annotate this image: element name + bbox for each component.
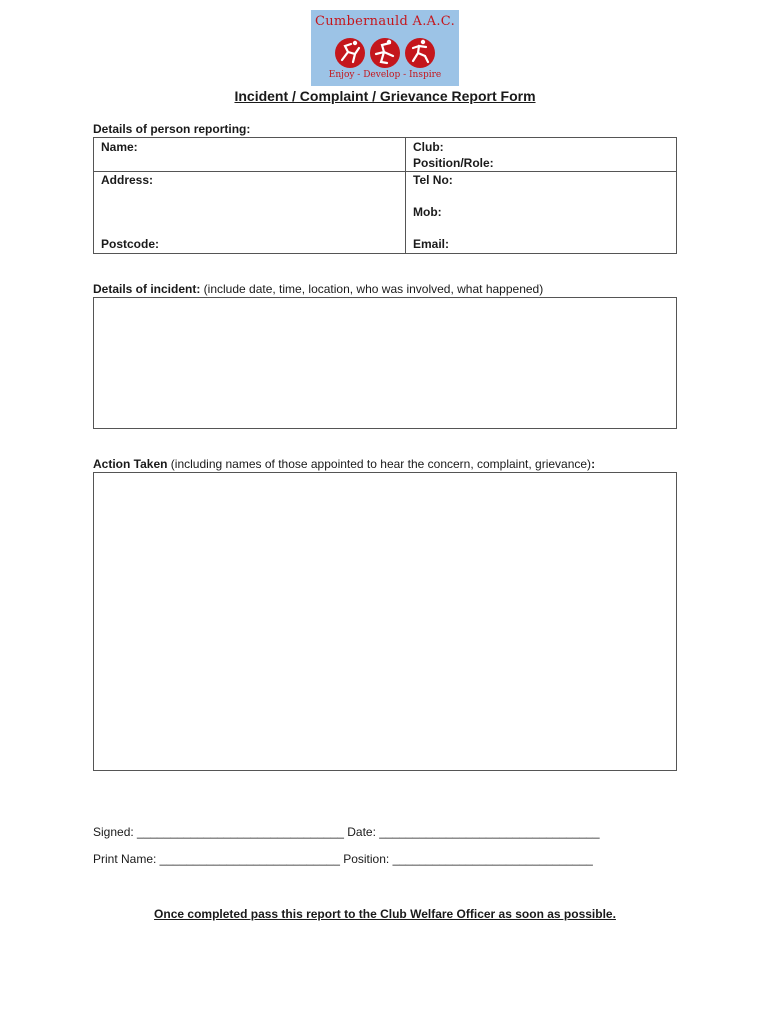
incident-details-box[interactable] xyxy=(93,297,677,429)
person-section-heading: Details of person reporting: xyxy=(93,122,251,136)
name-field-label: Name: xyxy=(101,140,138,154)
runner-icon xyxy=(335,38,365,68)
action-heading-text: Action Taken xyxy=(93,457,168,471)
action-hint-text: (including names of those appointed to hear the concern, complaint, grievance) xyxy=(167,457,592,471)
logo-title: Cumbernauld A.A.C. xyxy=(314,14,456,29)
logo-tagline: Enjoy - Develop - Inspire xyxy=(328,70,442,80)
action-taken-box[interactable] xyxy=(93,472,677,771)
position-field-label: Position/Role: xyxy=(413,156,494,170)
mob-field-label: Mob: xyxy=(413,205,442,219)
address-field-label: Address: xyxy=(101,173,154,187)
table-divider-horizontal xyxy=(94,171,676,172)
table-divider-vertical xyxy=(405,138,406,253)
email-field-label: Email: xyxy=(413,237,450,251)
club-field-label: Club: xyxy=(413,140,444,154)
postcode-field-label: Postcode: xyxy=(101,237,160,251)
incident-hint-text: (include date, time, location, who was involved, what happened) xyxy=(200,282,544,296)
club-logo xyxy=(311,10,459,86)
print-name-position-line: Print Name: ___________________________ Position: ______________________________ xyxy=(93,852,593,866)
tel-field-label: Tel No: xyxy=(413,173,453,187)
incident-heading-text: Details of incident: xyxy=(93,282,201,296)
hurdler-icon xyxy=(370,38,400,68)
form-title: Incident / Complaint / Grievance Report Form xyxy=(234,88,536,104)
signed-date-line: Signed: _______________________________ Date: _________________________________ xyxy=(93,825,600,839)
logo-figures xyxy=(333,34,437,72)
action-section-heading xyxy=(93,457,595,471)
sprinter-icon xyxy=(405,38,435,68)
person-details-table xyxy=(93,137,677,254)
footer-note: Once completed pass this report to the Club Welfare Officer as soon as possible. xyxy=(154,907,616,921)
action-heading-colon: : xyxy=(591,457,596,471)
incident-section-heading xyxy=(93,282,543,296)
